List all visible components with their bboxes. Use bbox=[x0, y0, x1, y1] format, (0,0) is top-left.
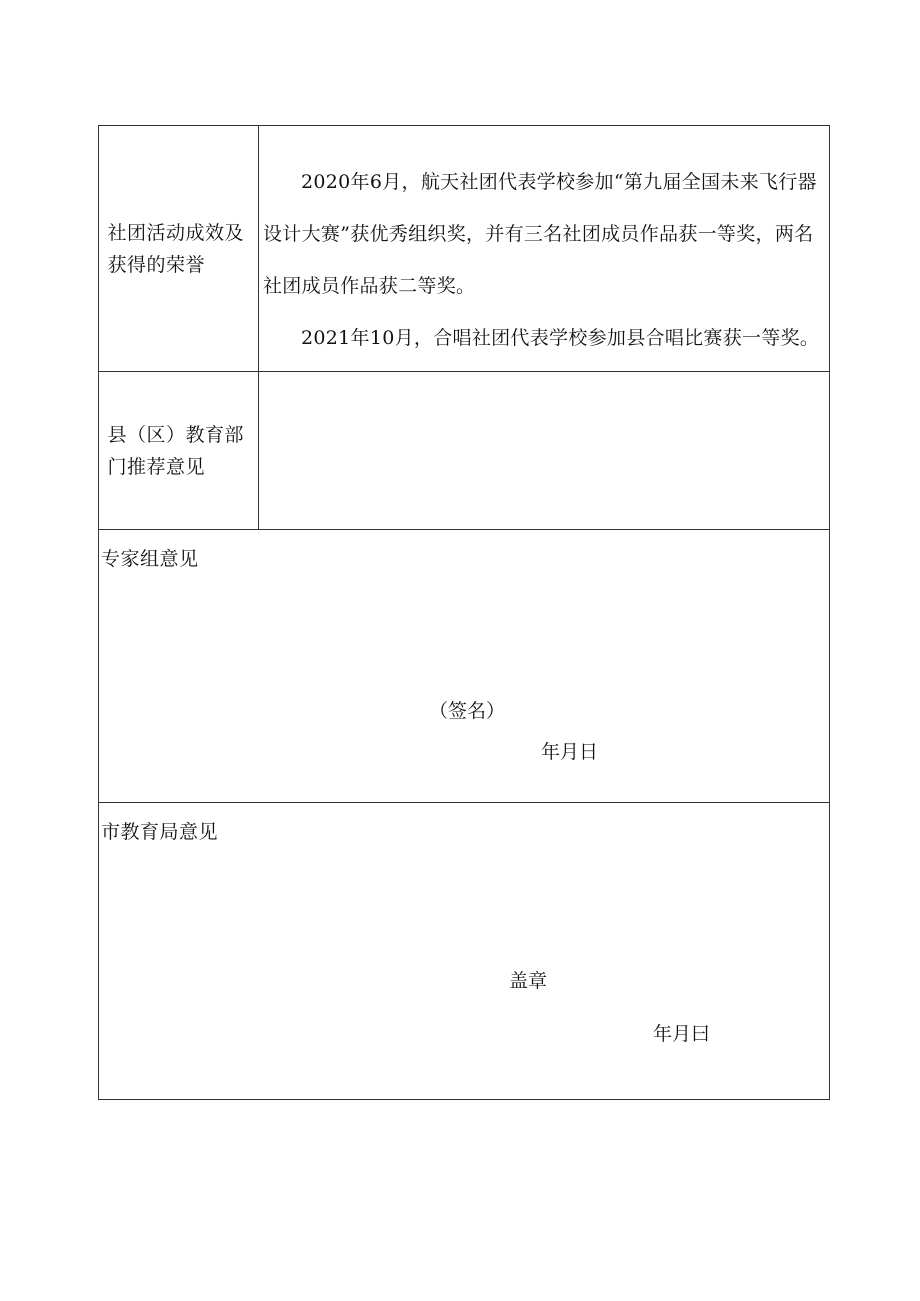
city-bureau-opinion-title: 市教育局意见 bbox=[101, 821, 219, 843]
application-form-table bbox=[98, 125, 830, 1100]
achievements-label-cell bbox=[99, 126, 259, 371]
achievement-paragraph-2: 2021年10月，合唱社团代表学校参加县合唱比赛获一等奖。 bbox=[301, 327, 820, 349]
expert-opinion-title: 专家组意见 bbox=[101, 548, 199, 570]
recommendation-label-cell bbox=[99, 372, 259, 529]
expert-opinion-row bbox=[99, 530, 829, 803]
achievements-row bbox=[99, 126, 829, 372]
recommendation-content-cell bbox=[259, 372, 829, 529]
achievements-label: 社团活动成效及获得的荣誉 bbox=[107, 221, 245, 276]
expert-signature-label: （签名） bbox=[429, 700, 506, 722]
achievement-paragraph-1: 2020年6月，航天社团代表学校参加“第九届全国未来飞行器设计大赛”获优秀组织奖，并有三名社团成员作品获一等奖，两名社团成员作品获二等奖。 bbox=[263, 171, 817, 297]
city-bureau-opinion-row bbox=[99, 803, 829, 1099]
achievements-content-cell bbox=[259, 126, 829, 371]
city-date-label: 年月曰 bbox=[653, 1023, 711, 1045]
city-stamp-label: 盖章 bbox=[509, 970, 548, 992]
recommendation-row bbox=[99, 372, 829, 530]
expert-date-label: 年月日 bbox=[541, 741, 599, 763]
recommendation-label: 县（区）教育部门推荐意见 bbox=[107, 423, 245, 478]
